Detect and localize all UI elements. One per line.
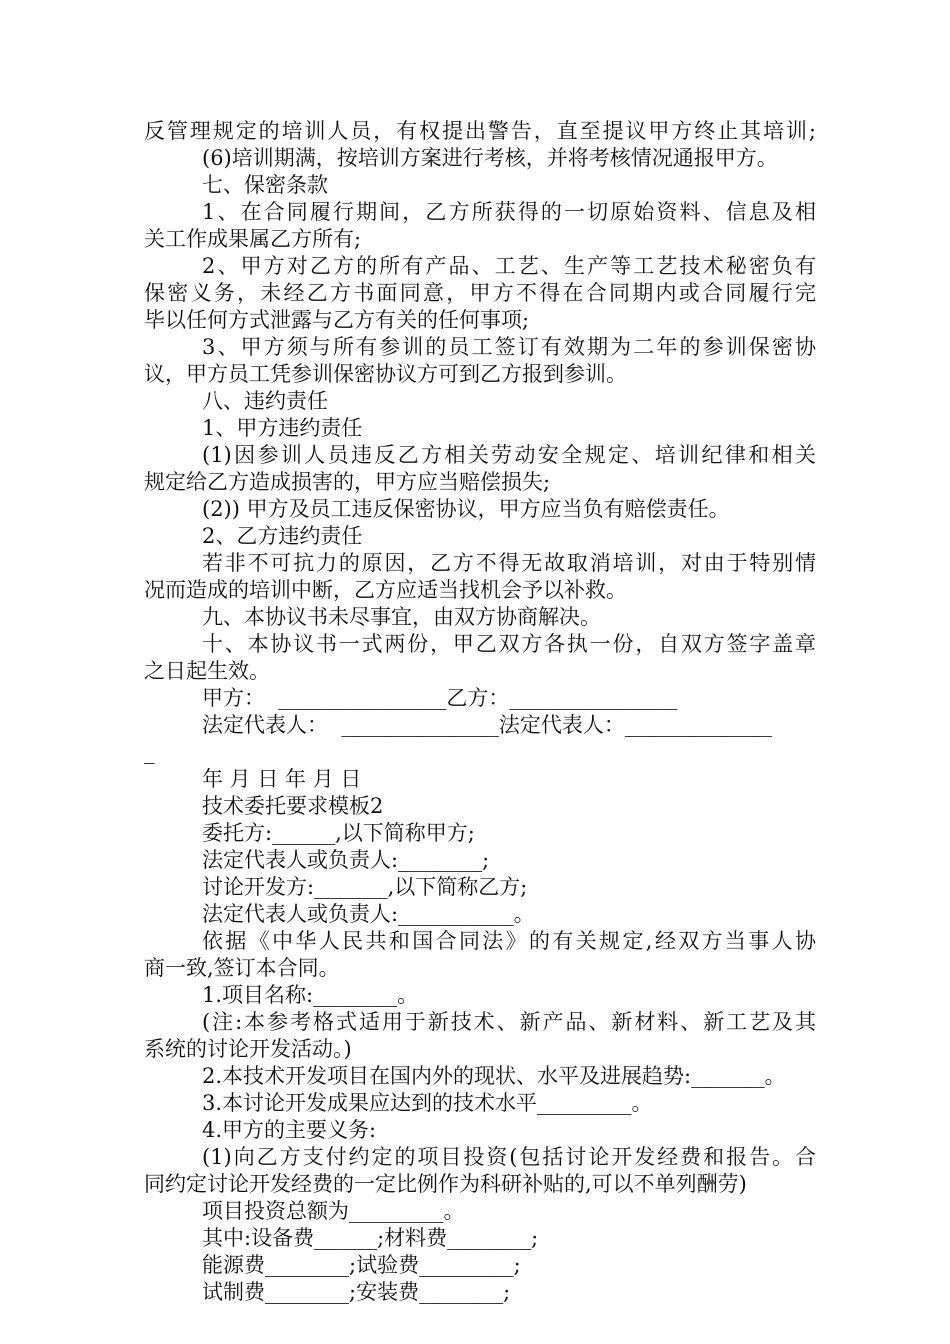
document-body (144, 118, 816, 1306)
text-line: 1、在合同履行期间，乙方所获得的一切原始资料、信息及相 (202, 200, 816, 224)
text-line: (注:本参考格式适用于新技术、新产品、新材料、新工艺及其 (202, 1010, 816, 1034)
text-line: 2、甲方对乙方的所有产品、工艺、生产等工艺技术秘密负有 (202, 254, 816, 278)
text-line: 反管理规定的培训人员，有权提出警告，直至提议甲方终止其培训; (144, 119, 816, 143)
text-line: 法定代表人： _______________法定代表人：______________ (202, 713, 772, 737)
text-line: 技术委托要求模板2 (202, 794, 384, 818)
text-line: 2.本技术开发项目在国内外的现状、水平及进展趋势:_______。 (202, 1064, 786, 1088)
text-line: 能源费________;试验费_________; (202, 1253, 521, 1277)
text-line: 十、本协议书一式两份，甲乙双方各执一份，自双方签字盖章 (202, 632, 816, 656)
text-line: 关工作成果属乙方所有; (144, 227, 362, 251)
text-line: 九、本协议书未尽事宜，由双方协商解决。 (202, 605, 601, 629)
text-line: 年 月 日 年 月 日 (202, 767, 362, 791)
text-line: 法定代表人或负责人:________; (202, 848, 490, 872)
text-line: 系统的讨论开发活动。) (144, 1037, 352, 1061)
text-line: 商一致,签订本合同。 (144, 956, 340, 980)
text-line: 况而造成的培训中断，乙方应适当找机会予以补救。 (144, 578, 627, 602)
text-line: 毕以任何方式泄露与乙方有关的任何事项; (144, 308, 530, 332)
text-line: 若非不可抗力的原因，乙方不得无故取消培训，对由于特别情 (202, 551, 816, 575)
text-line: 依据《中华人民共和国合同法》的有关规定,经双方当事人协 (202, 929, 816, 953)
text-line: (6)培训期满，按培训方案进行考核，并将考核情况通报甲方。 (202, 146, 778, 170)
text-line: 甲方： ________________乙方：________________ (202, 686, 678, 710)
text-line: 八、违约责任 (202, 389, 328, 413)
text-line: (2)) 甲方及员工违反保密协议，甲方应当负有赔偿责任。 (202, 497, 730, 521)
text-line: (1)因参训人员违反乙方相关劳动安全规定、培训纪律和相关 (202, 443, 816, 467)
text-line: 4.甲方的主要义务: (202, 1118, 377, 1142)
text-line: 同约定讨论开发经费的一定比例作为科研补贴的,可以不单列酬劳) (144, 1172, 747, 1196)
text-line: 之日起生效。 (144, 659, 270, 683)
text-line: 1、甲方违约责任 (202, 416, 363, 440)
text-line: 讨论开发方:_______,以下简称乙方; (202, 875, 528, 899)
text-line: 项目投资总额为_________。 (202, 1199, 465, 1223)
text-line: 其中:设备费______;材料费________; (202, 1226, 539, 1250)
text-line: 议，甲方员工凭参训保密协议方可到乙方报到参训。 (144, 362, 627, 386)
text-line: (1)向乙方支付约定的项目投资(包括讨论开发经费和报告。合 (202, 1145, 816, 1169)
text-line: _ (144, 740, 155, 764)
text-line: 委托方:______,以下简称甲方; (202, 821, 475, 845)
text-line: 规定给乙方造成损害的，甲方应当赔偿损失; (144, 470, 551, 494)
text-line: 保密义务，未经乙方书面同意，甲方不得在合同期内或合同履行完 (144, 281, 816, 305)
text-line: 2、乙方违约责任 (202, 524, 363, 548)
text-line: 3、甲方须与所有参训的员工签订有效期为二年的参训保密协 (202, 335, 816, 359)
text-line: 3.本讨论开发成果应达到的技术水平_________。 (202, 1091, 653, 1115)
text-line: 试制费________;安装费________; (202, 1280, 511, 1304)
text-line: 七、保密条款 (202, 173, 328, 197)
text-line: 1.项目名称:________。 (202, 983, 419, 1007)
text-line: 法定代表人或负责人:___________。 (202, 902, 535, 926)
